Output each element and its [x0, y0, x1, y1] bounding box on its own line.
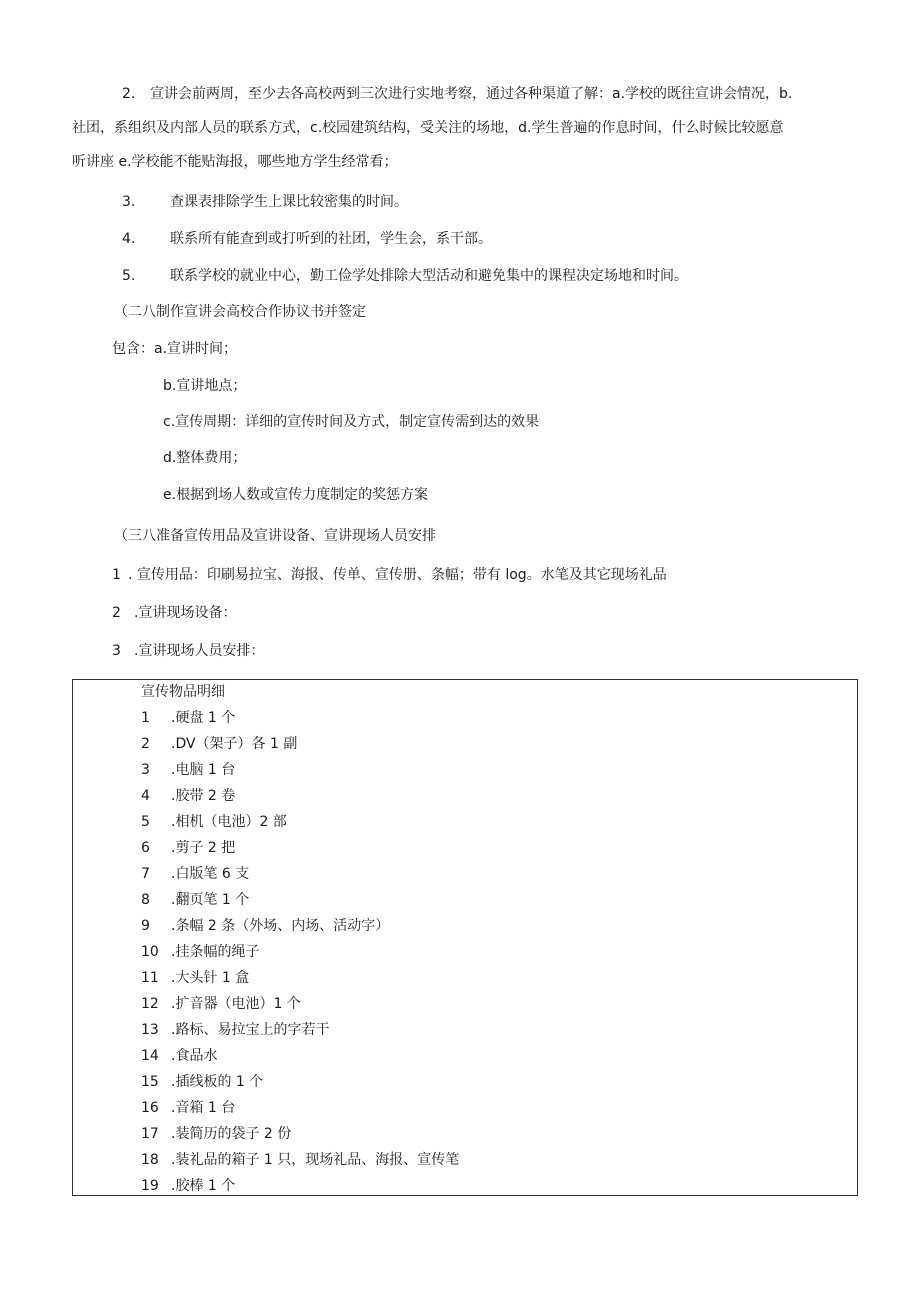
list-item: [141, 968, 249, 988]
list-item-text: .食品水: [171, 1048, 218, 1064]
list-item: [141, 838, 235, 858]
list-item-text: .音箱 1 台: [171, 1100, 236, 1116]
item-text: . 宣传用品：印刷易拉宝、海报、传单、宣传册、条幅；带有 log。水笔及其它现场礼品: [128, 567, 667, 583]
section-heading-2: （二八制作宣讲会高校合作协议书并签定: [114, 304, 366, 320]
list-item: [141, 734, 297, 754]
list-item-number: 12: [141, 996, 159, 1012]
item-text: 社团，系组织及内部人员的联系方式，c.校园建筑结构，受关注的场地，d.学生普遍的作息时间，什么时候比较愿意: [72, 120, 784, 136]
list-item-text: .扩音器（电池）1 个: [171, 996, 301, 1012]
list-item-text: .相机（电池）2 部: [171, 814, 287, 830]
list-item-text: .大头针 1 盒: [171, 970, 250, 986]
list-item-number: 19: [141, 1178, 159, 1194]
item-text: 联系所有能查到或打听到的社团，学生会，系干部。: [170, 231, 492, 247]
list-item-number: 18: [141, 1152, 159, 1168]
list-item: [141, 760, 235, 780]
list-item-text: .剪子 2 把: [171, 840, 236, 856]
list-item-text: .DV（架子）各 1 副: [171, 736, 298, 752]
list-item-number: 8: [141, 892, 150, 908]
paragraph-item-2-line-1: [122, 84, 792, 104]
list-item: [141, 1020, 329, 1040]
item-number: 3.: [122, 194, 136, 210]
section-heading-3: （三八准备宣传用品及宣讲设备、宣讲现场人员安排: [114, 528, 436, 544]
prep-item-1: [112, 565, 667, 585]
list-item-number: 5: [141, 814, 150, 830]
materials-list-title: 宣传物品明细: [141, 684, 225, 700]
list-item: [141, 1150, 459, 1170]
list-item-text: .翻页笔 1 个: [171, 892, 250, 908]
list-item: [141, 994, 301, 1014]
item-number: 3: [112, 643, 121, 659]
list-item-text: .白版笔 6 支: [171, 866, 250, 882]
list-item: [141, 708, 235, 728]
list-item-text: .装简历的袋子 2 份: [171, 1126, 292, 1142]
list-item-number: 6: [141, 840, 150, 856]
list-item: [141, 1098, 235, 1118]
list-item-number: 13: [141, 1022, 159, 1038]
list-item-number: 2: [141, 736, 150, 752]
list-item-text: .路标、易拉宝上的字若干: [171, 1022, 330, 1038]
paragraph-item-2-line-3: [72, 152, 398, 172]
paragraph-item-4: [122, 229, 492, 249]
list-item-number: 1: [141, 710, 150, 726]
list-item-number: 16: [141, 1100, 159, 1116]
prep-item-2: [112, 603, 236, 623]
list-item: [141, 1072, 263, 1092]
list-item-number: 7: [141, 866, 150, 882]
item-text: .宣讲现场设备：: [134, 605, 237, 621]
list-item: [141, 1176, 235, 1196]
paragraph-item-5: [122, 266, 688, 286]
list-item: [141, 812, 287, 832]
paragraph-item-2-line-2: [72, 118, 783, 138]
list-item-text: .条幅 2 条（外场、内场、活动字）: [171, 918, 390, 934]
list-item-number: 17: [141, 1126, 159, 1142]
list-item-number: 15: [141, 1074, 159, 1090]
contains-label: 包含：a.宣讲时间；: [112, 341, 238, 357]
prep-item-3: [112, 641, 264, 661]
list-item: [141, 916, 389, 936]
list-item-text: .胶带 2 卷: [171, 788, 236, 804]
item-text: 宣讲会前两周，至少去各高校两到三次进行实地考察，通过各种渠道了解：a.学校的既往宣讲会情况，b.: [150, 86, 793, 102]
item-text: 查课表排除学生上课比较密集的时间。: [170, 194, 408, 210]
list-item: [141, 942, 259, 962]
list-item-number: 11: [141, 970, 159, 986]
paragraph-item-3: [122, 192, 408, 212]
list-item: [141, 786, 235, 806]
item-number: 5.: [122, 268, 136, 284]
list-item-number: 14: [141, 1048, 159, 1064]
contains-item-c: c.宣传周期：详细的宣传时间及方式，制定宣传需到达的效果: [163, 414, 540, 430]
list-item-text: .挂条幅的绳子: [171, 944, 260, 960]
item-number: 2.: [122, 86, 136, 102]
list-item-text: .装礼品的箱子 1 只，现场礼品、海报、宣传笔: [171, 1152, 460, 1168]
contains-item-b: b.宣讲地点；: [163, 378, 247, 394]
contains-item-d: d.整体费用；: [163, 450, 247, 466]
item-number: 2: [112, 605, 121, 621]
list-item-number: 4: [141, 788, 150, 804]
item-text: .宣讲现场人员安排：: [134, 643, 265, 659]
item-text: 听讲座 e.学校能不能贴海报，哪些地方学生经常看；: [72, 154, 398, 170]
item-number: 1: [112, 567, 121, 583]
list-item-number: 3: [141, 762, 150, 778]
contains-item-e: e.根据到场人数或宣传力度制定的奖惩方案: [163, 487, 429, 503]
list-item-text: .电脑 1 台: [171, 762, 236, 778]
item-number: 4.: [122, 231, 136, 247]
list-item-text: .插线板的 1 个: [171, 1074, 264, 1090]
list-item: [141, 1046, 217, 1066]
list-item: [141, 890, 249, 910]
materials-list-box: [72, 679, 858, 1196]
list-item-text: .硬盘 1 个: [171, 710, 236, 726]
item-text: 联系学校的就业中心，勤工俭学处排除大型活动和避免集中的课程决定场地和时间。: [170, 268, 688, 284]
list-item: [141, 1124, 291, 1144]
list-item-number: 10: [141, 944, 159, 960]
list-item-text: .胶棒 1 个: [171, 1178, 236, 1194]
list-item: [141, 864, 249, 884]
list-item-number: 9: [141, 918, 150, 934]
